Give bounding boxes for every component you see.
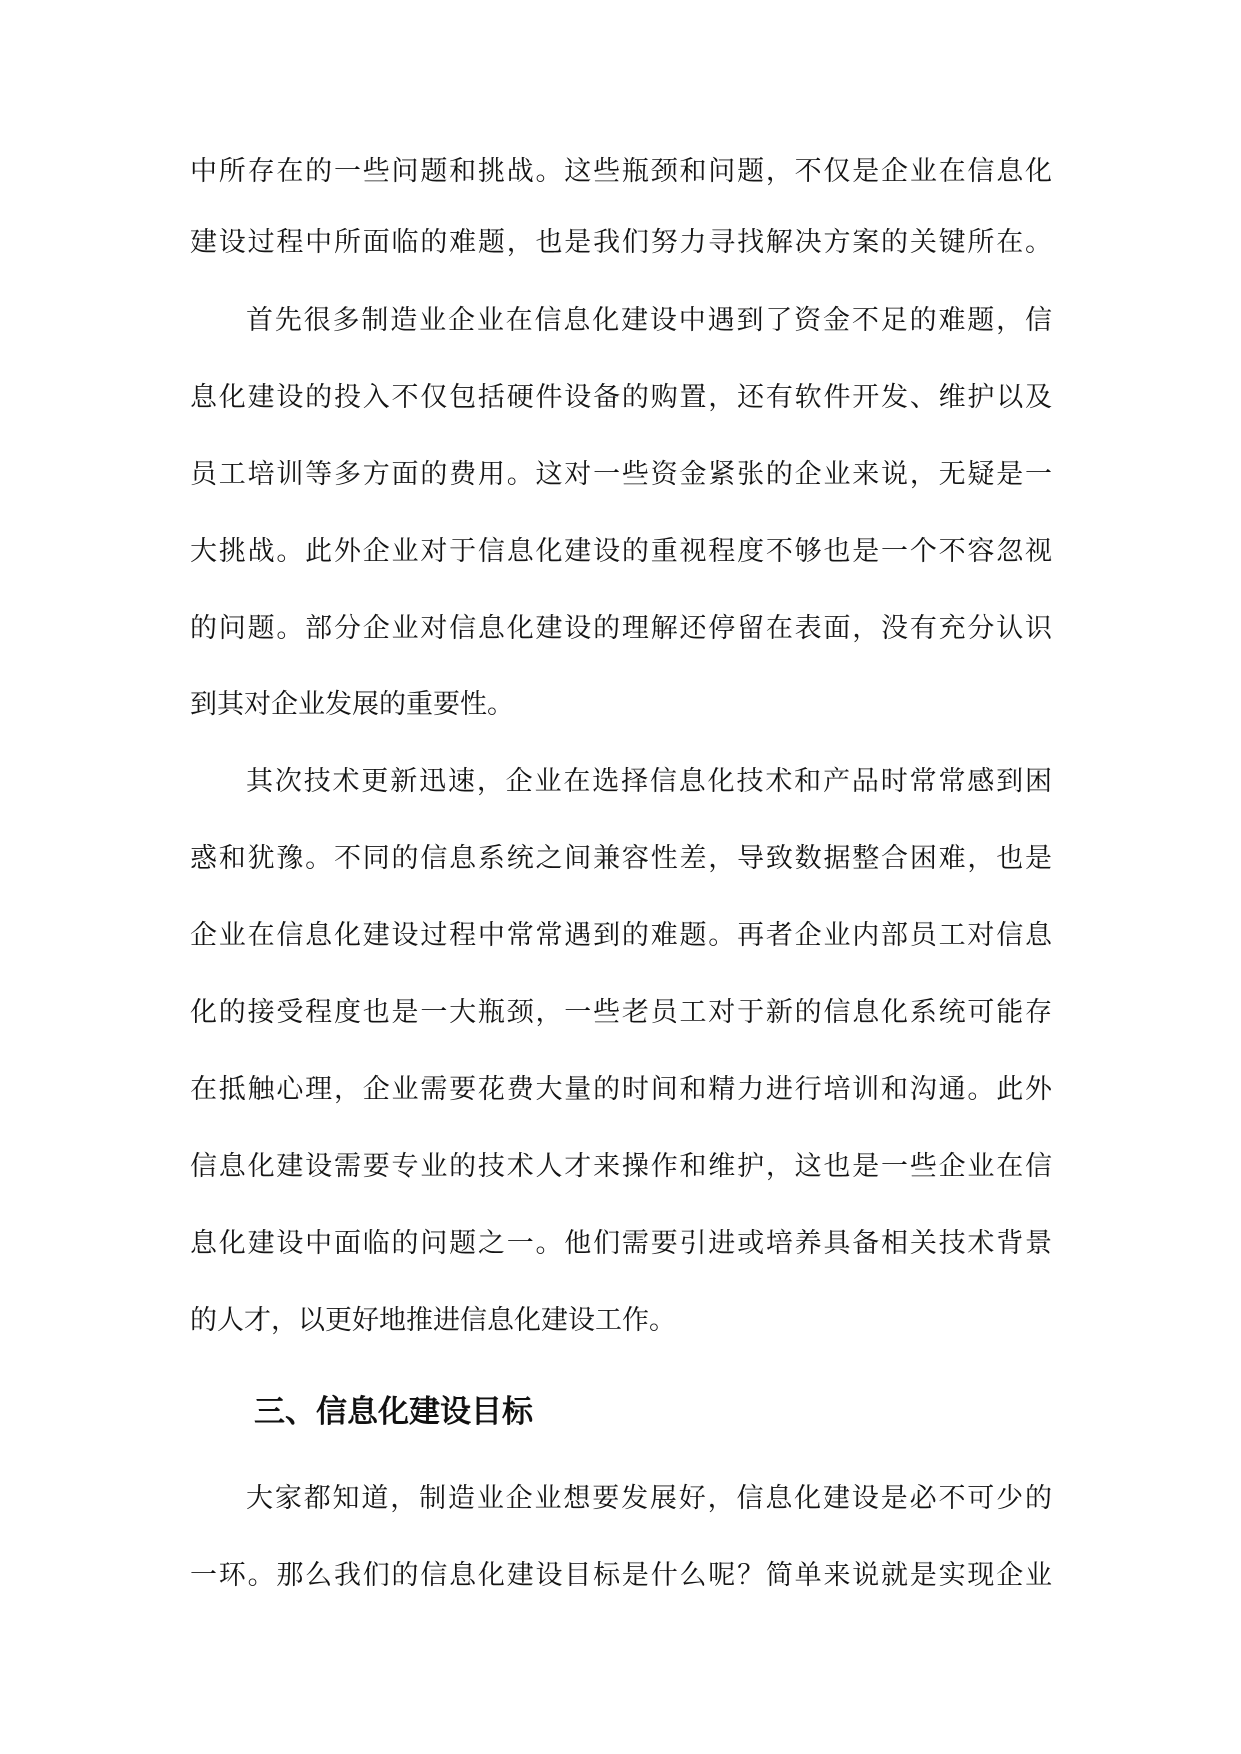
section-heading: 三、信息化建设目标 [254,1394,533,1430]
paragraph-3-line-2: 惑和犹豫。不同的信息系统之间兼容性差，导致数据整合困难，也是 [190,843,1052,874]
paragraph-2-line-1: 首先很多制造业企业在信息化建设中遇到了资金不足的难题，信 [246,305,1052,336]
paragraph-3-line-7: 息化建设中面临的问题之一。他们需要引进或培养具备相关技术背景 [190,1228,1052,1259]
paragraph-3-line-1: 其次技术更新迅速，企业在选择信息化技术和产品时常常感到困 [246,766,1052,797]
paragraph-2-line-2: 息化建设的投入不仅包括硬件设备的购置，还有软件开发、维护以及 [190,382,1052,413]
paragraph-3-line-8: 的人才，以更好地推进信息化建设工作。 [190,1305,676,1336]
paragraph-2-line-6: 到其对企业发展的重要性。 [190,689,514,720]
paragraph-1-line-1: 中所存在的一些问题和挑战。这些瓶颈和问题，不仅是企业在信息化 [190,156,1052,187]
paragraph-3-line-3: 企业在信息化建设过程中常常遇到的难题。再者企业内部员工对信息 [190,920,1052,951]
paragraph-4-line-2: 一环。那么我们的信息化建设目标是什么呢？简单来说就是实现企业 [190,1560,1052,1591]
paragraph-3-line-6: 信息化建设需要专业的技术人才来操作和维护，这也是一些企业在信 [190,1151,1052,1182]
paragraph-2-line-5: 的问题。部分企业对信息化建设的理解还停留在表面，没有充分认识 [190,613,1052,644]
paragraph-1-line-2: 建设过程中所面临的难题，也是我们努力寻找解决方案的关键所在。 [190,227,1052,258]
paragraph-3-line-5: 在抵触心理，企业需要花费大量的时间和精力进行培训和沟通。此外 [190,1074,1052,1105]
paragraph-2-line-3: 员工培训等多方面的费用。这对一些资金紧张的企业来说，无疑是一 [190,459,1052,490]
paragraph-3-line-4: 化的接受程度也是一大瓶颈，一些老员工对于新的信息化系统可能存 [190,997,1052,1028]
paragraph-4-line-1: 大家都知道，制造业企业想要发展好，信息化建设是必不可少的 [246,1483,1052,1514]
paragraph-2-line-4: 大挑战。此外企业对于信息化建设的重视程度不够也是一个不容忽视 [190,536,1052,567]
